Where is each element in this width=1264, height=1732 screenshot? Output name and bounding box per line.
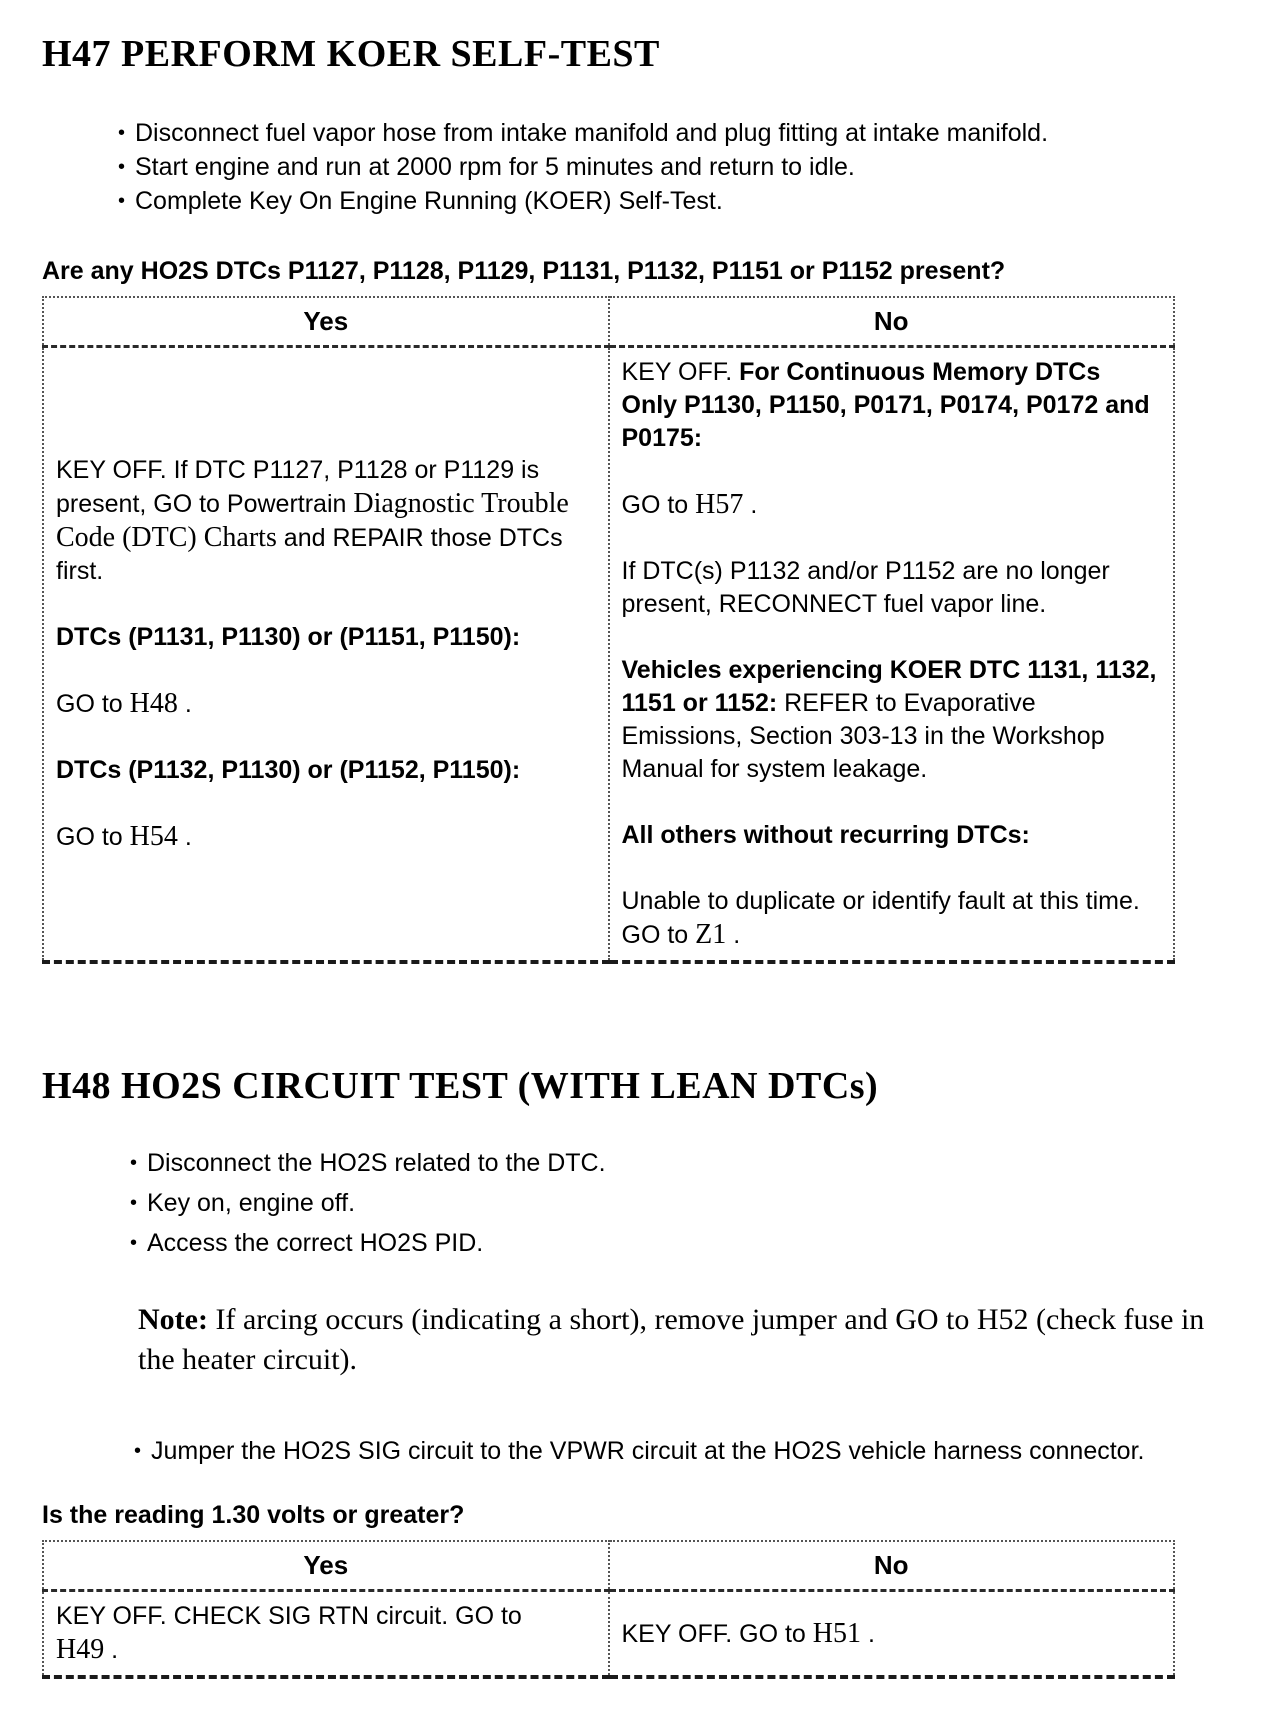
bullet-text: Access the correct HO2S PID. [147,1229,484,1257]
bullet-item [134,1434,1154,1468]
table-body-row [43,347,1174,963]
bullet-text: Start engine and run at 2000 rpm for 5 minutes and return to idle. [135,153,855,181]
paragraph [56,621,596,654]
paragraph [622,488,1162,522]
bullet-item [130,1226,1264,1260]
paragraph [622,885,1162,952]
h48-bullet-list [130,1146,1264,1260]
dtc-callout: DTCs (P1132, P1130) or (P1152, P1150): [56,756,521,784]
h48-decision-table [42,1540,1175,1679]
bullet-text: Jumper the HO2S SIG circuit to the VPWR circuit at the HO2S vehicle harness connector. [151,1437,1145,1465]
dtc-callout: DTCs (P1131, P1130) or (P1151, P1150): [56,623,521,651]
table-header-row [43,1541,1174,1591]
bullet-icon: • [130,1152,138,1174]
text-run: . [726,921,741,949]
link-h49[interactable]: H49 [56,1634,105,1665]
link-h57[interactable]: H57 [695,489,744,520]
text-line [56,1633,596,1667]
table-body-row [43,1591,1174,1678]
text-run: GO to [56,823,130,851]
yes-column-header: Yes [43,1541,609,1591]
text-run: and REPAIR those DTCs first. [56,524,563,585]
link-dtc-charts[interactable]: Diagnostic Trouble Code (DTC) Charts [56,488,569,553]
note-text: If arcing occurs (indicating a short), remove jumper and GO to H52 (check fuse in the heater circuit). [138,1303,1205,1376]
text-run: GO to [621,491,696,519]
paragraph [56,820,596,854]
bullet-text: Complete Key On Engine Running (KOER) Self-Test. [135,187,723,215]
paragraph [56,1600,596,1667]
link-h48[interactable]: H48 [129,688,178,719]
bullet-item [130,1186,1264,1220]
text-run: KEY OFF. CHECK SIG RTN circuit. GO to [56,1602,522,1630]
no-column-header: No [609,297,1175,347]
bullet-text: Disconnect the HO2S related to the DTC. [147,1149,606,1177]
paragraph [622,356,1162,455]
bullet-icon: • [130,1232,138,1254]
link-h51[interactable]: H51 [812,1617,861,1649]
bullet-icon: • [118,190,126,212]
bullet-item [118,116,1264,150]
text-run: . [861,1619,875,1648]
h47-section-title: H47 PERFORM KOER SELF-TEST [42,33,660,75]
h48-no-cell [609,1591,1175,1678]
text-run: . [177,823,192,851]
text-run: . [743,491,758,519]
bullet-item [118,150,1264,184]
text-run: KEY OFF. If DTC P1127, P1128 or P1129 is present, GO to Powertrain [56,456,540,518]
link-h54[interactable]: H54 [129,821,178,852]
text-run: GO to [56,690,130,718]
dtc-callout: All others without recurring DTCs: [621,821,1030,849]
bullet-icon: • [118,122,126,144]
link-z1[interactable]: Z1 [695,919,727,950]
note-label: Note: [138,1303,208,1336]
bullet-text: Key on, engine off. [147,1189,356,1217]
bullet-icon: • [134,1440,142,1462]
bullet-item [118,184,1264,218]
h47-yes-cell [43,347,609,963]
paragraph [56,754,596,787]
note-block [138,1300,1243,1380]
table-header-row [43,297,1174,347]
dtc-callout: For Continuous Memory DTCs Only P1130, P1150, P0171, P0174, P0172 and P0175: [621,358,1150,452]
h47-question: Are any HO2S DTCs P1127, P1128, P1129, P1131, P1132, P1151 or P1152 present? [42,257,1006,285]
no-column-header: No [609,1541,1175,1591]
text-run: Unable to duplicate or identify fault at this time. GO to [621,887,1140,949]
text-run: KEY OFF. [621,358,740,386]
bullet-item [130,1146,1264,1180]
paragraph: If DTC(s) P1132 and/or P1152 are no longer present, RECONNECT fuel vapor line. [621,557,1110,618]
text-run: . [177,690,192,718]
text-run: KEY OFF. GO to [621,1619,813,1648]
text-run: REFER to Evaporative Emissions, Section 303-13 in the Workshop Manual for system leakage. [621,689,1105,783]
paragraph [56,454,596,588]
h48-section [42,1064,1264,1679]
h47-decision-table [42,296,1175,964]
paragraph [622,819,1162,852]
h48-jumper-bullet-list [134,1434,1154,1468]
paragraph [622,1617,1162,1651]
h47-bullet-list [118,116,1264,218]
h48-yes-cell [43,1591,609,1678]
yes-column-header: Yes [43,297,609,347]
h48-section-title: H48 HO2S CIRCUIT TEST (WITH LEAN DTCs) [42,1065,879,1107]
dtc-callout: Vehicles experiencing KOER DTC 1131, 1132, 1151 or 1152: [621,656,1157,717]
paragraph [56,687,596,721]
bullet-icon: • [130,1192,138,1214]
bullet-text: Disconnect fuel vapor hose from intake manifold and plug fitting at intake manifold. [135,119,1049,147]
h47-no-cell [609,347,1175,963]
text-run: . [104,1636,119,1664]
bullet-icon: • [118,156,126,178]
paragraph [622,654,1162,786]
h48-question: Is the reading 1.30 volts or greater? [42,1501,465,1529]
